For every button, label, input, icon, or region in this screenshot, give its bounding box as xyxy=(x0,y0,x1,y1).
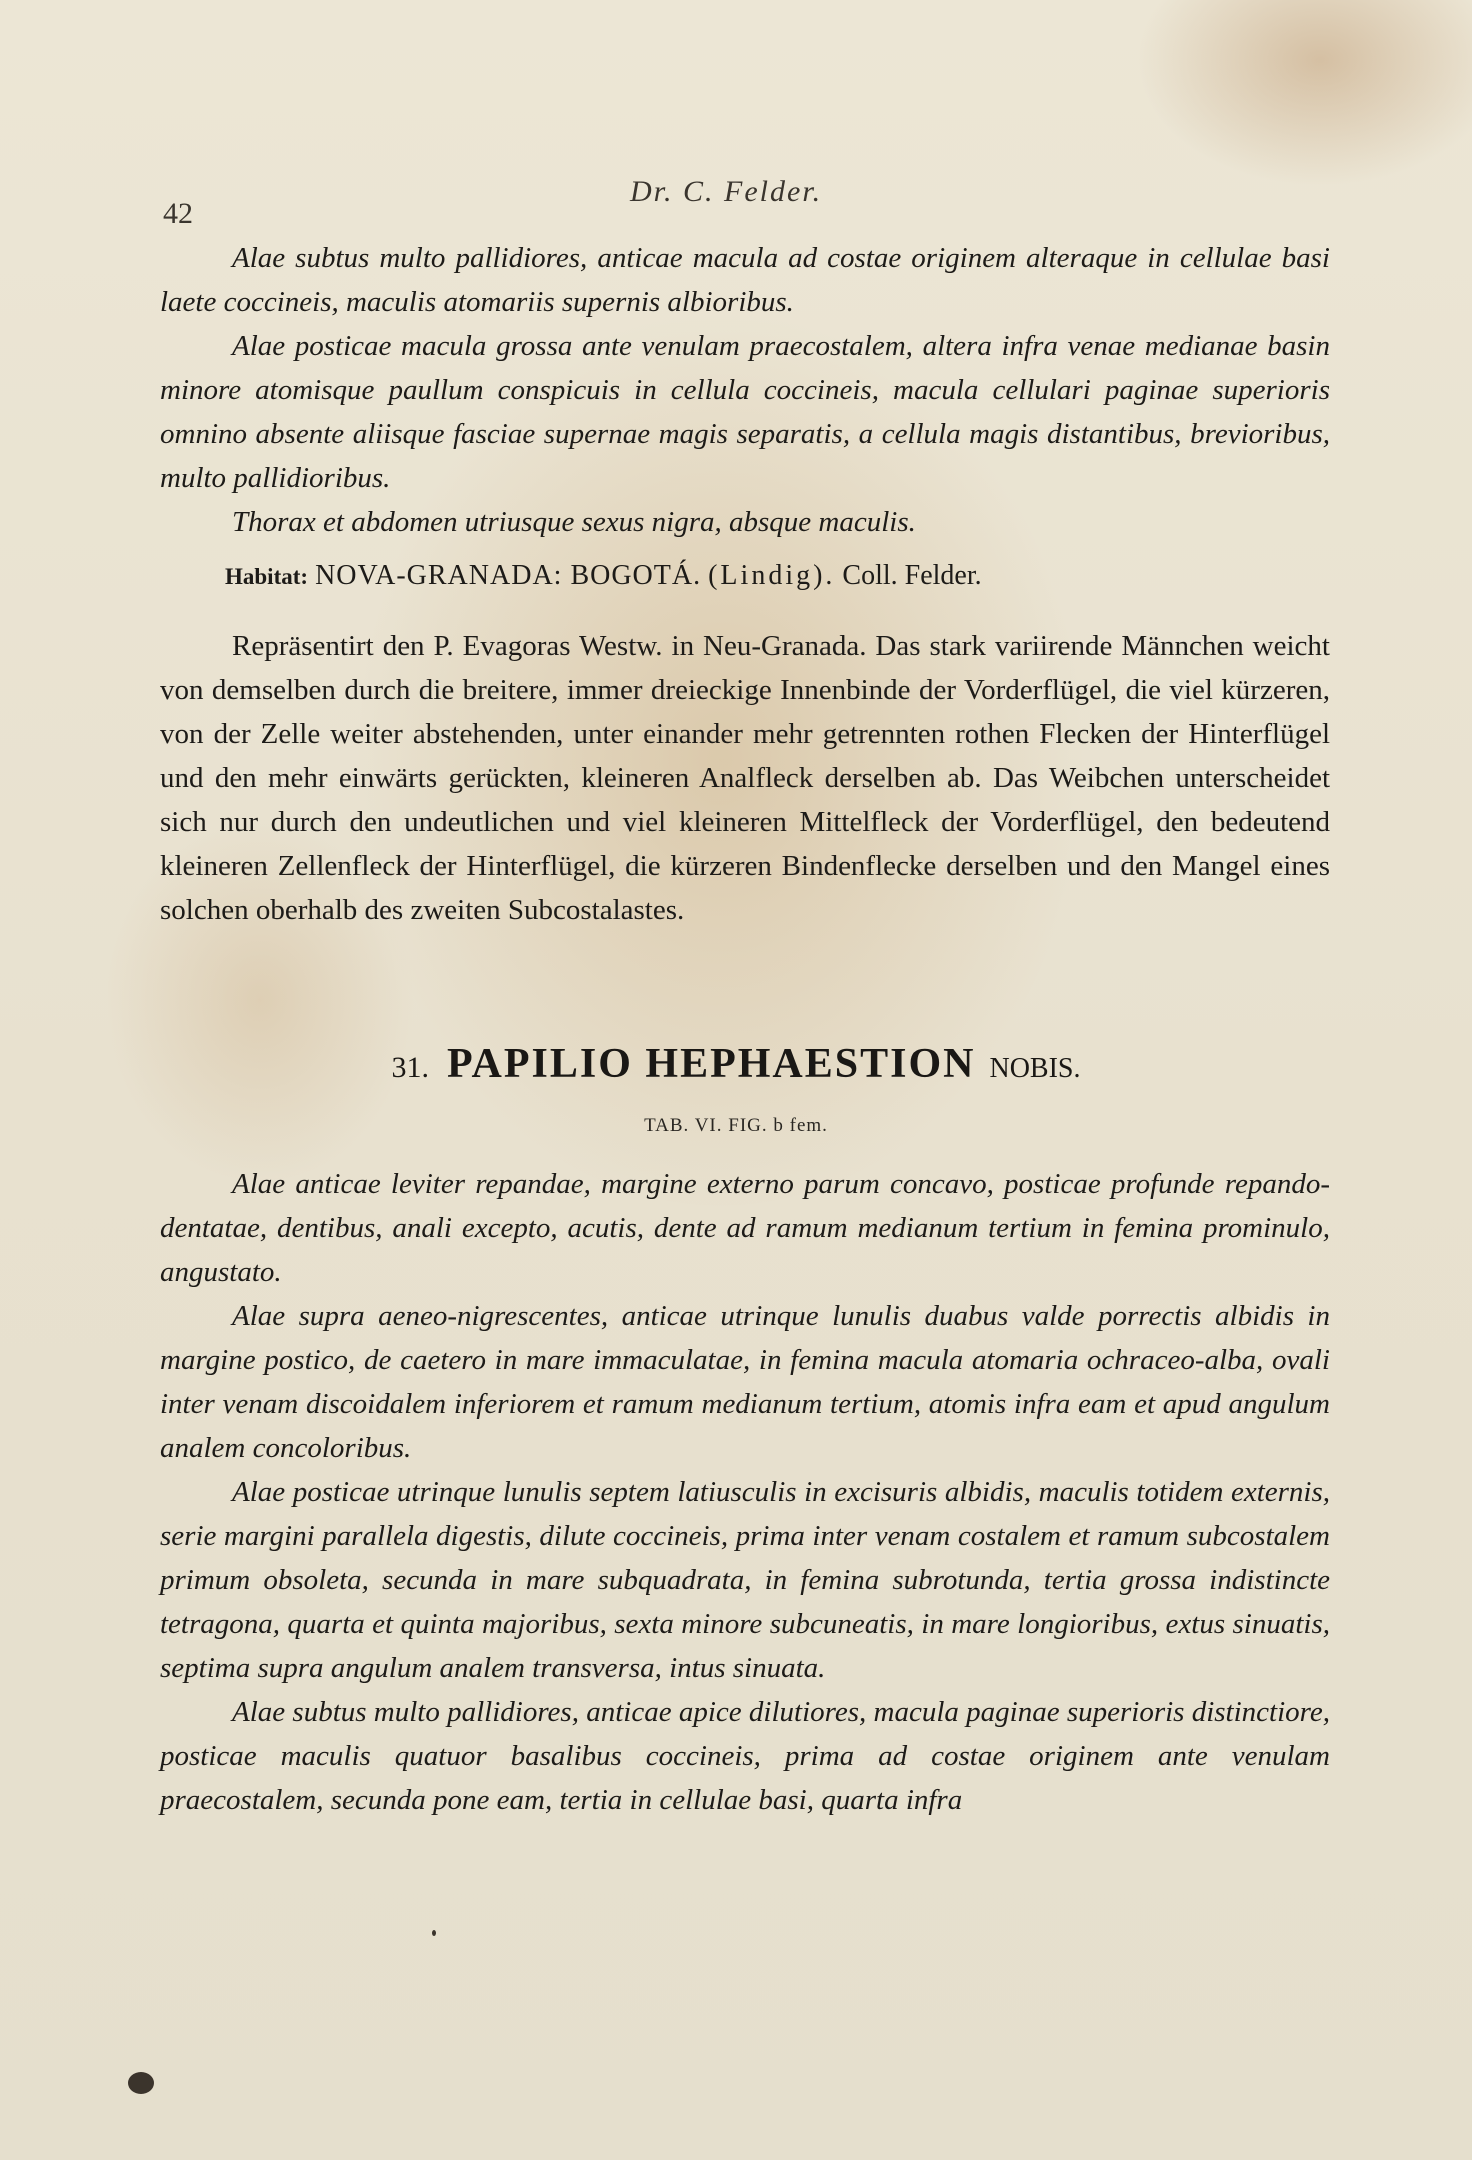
hindwing-upperside-paragraph: Alae posticae utrinque lunulis septem latiusculis in excisuris albidis, maculis totidem externis, serie margini parallela digestis, dilute coccineis, prima inter venam costalem et ramum subcostalem primum obsoleta, secunda in mare subquadrata, in femina subrotunda, tertia grossa indistincte tetragona, quarta et quinta majoribus, sexta minore subcuneatis, in mare longioribus, extus sinuatis, septima supra angulum analem transversa, intus sinuata. xyxy=(160,1476,1330,1684)
ink-blot xyxy=(128,2072,154,2094)
species-name: PAPILIO HEPHAESTION xyxy=(447,1041,976,1087)
species-number: 31. xyxy=(391,1051,429,1084)
underside-paragraph: Alae subtus multo pallidiores, anticae macula ad costae originem alteraque in cellulae basi laete coccineis, maculis atomariis supernis albioribus. xyxy=(160,242,1330,318)
species-description xyxy=(160,1162,1330,1822)
plate-reference: TAB. VI. FIG. b fem. xyxy=(644,1115,828,1136)
previous-species-description xyxy=(160,236,1330,544)
underside-description-paragraph: Alae subtus multo pallidiores, anticae apice dilutiores, macula paginae superioris distinctiore, posticae maculis quatuor basalibus coccineis, prima ad costae originem ante venulam praecostalem, secunda pone eam, tertia in cellulae basi, quarta infra xyxy=(160,1696,1330,1816)
hindwing-paragraph: Alae posticae macula grossa ante venulam praecostalem, altera infra venae medianae basin minore atomisque paullum conspicuis in cellula coccineis, macula cellulari paginae superioris omnino absente aliisque fasciae supernae magis separatis, a cellula magis distantibus, brevioribus, multo pallidioribus. xyxy=(160,330,1330,494)
page-header xyxy=(0,175,1472,230)
habitat-line xyxy=(225,560,982,592)
habitat-label: Habitat: xyxy=(225,564,309,589)
ink-speck xyxy=(432,1930,436,1936)
page-number: 42 xyxy=(163,197,193,230)
german-remarks xyxy=(160,624,1330,932)
species-heading xyxy=(0,1040,1472,1088)
running-head: Dr. C. Felder. xyxy=(630,175,823,208)
wing-shape-paragraph: Alae anticae leviter repandae, margine externo parum concavo, posticae profunde repando-dentatae, dentibus, anali excepto, acutis, dente ad ramum medianum tertium in femina prominulo, angustato. xyxy=(160,1168,1330,1288)
species-author: NOBIS. xyxy=(989,1053,1081,1084)
german-paragraph: Repräsentirt den P. Evagoras Westw. in Neu-Granada. Das stark variirende Männchen weicht von demselben durch die breitere, immer dreieckige Innenbinde der Vorderflügel, die viel kürzeren, von der Zelle weiter abstehenden, unter einander mehr getrennten rothen Flecken der Hinterflügel und den mehr einwärts gerückten, kleineren Analfleck derselben ab. Das Weibchen unterscheidet sich nur durch den undeutlichen und viel kleineren Mittelfleck der Vorderflügel, den bedeutend kleineren Zellenfleck der Hinterflügel, die kürzeren Bindenflecke derselben und den Mangel eines solchen oberhalb des zweiten Subcostalastes. xyxy=(160,630,1330,926)
habitat-collection: Coll. Felder. xyxy=(842,560,982,591)
thorax-paragraph: Thorax et abdomen utriusque sexus nigra, absque maculis. xyxy=(232,506,916,538)
forewing-upperside-paragraph: Alae supra aeneo-nigrescentes, anticae utrinque lunulis duabus valde porrectis albidis in margine postico, de caetero in mare immaculatae, in femina macula atomaria ochraceo-alba, ovali inter venam discoidalem inferiorem et ramum medianum tertium, atomis infra eam et apud angulum analem concoloribus. xyxy=(160,1300,1330,1464)
habitat-location: NOVA-GRANADA: BOGOTÁ. xyxy=(315,560,702,591)
habitat-collector: (Lindig). xyxy=(708,560,836,591)
